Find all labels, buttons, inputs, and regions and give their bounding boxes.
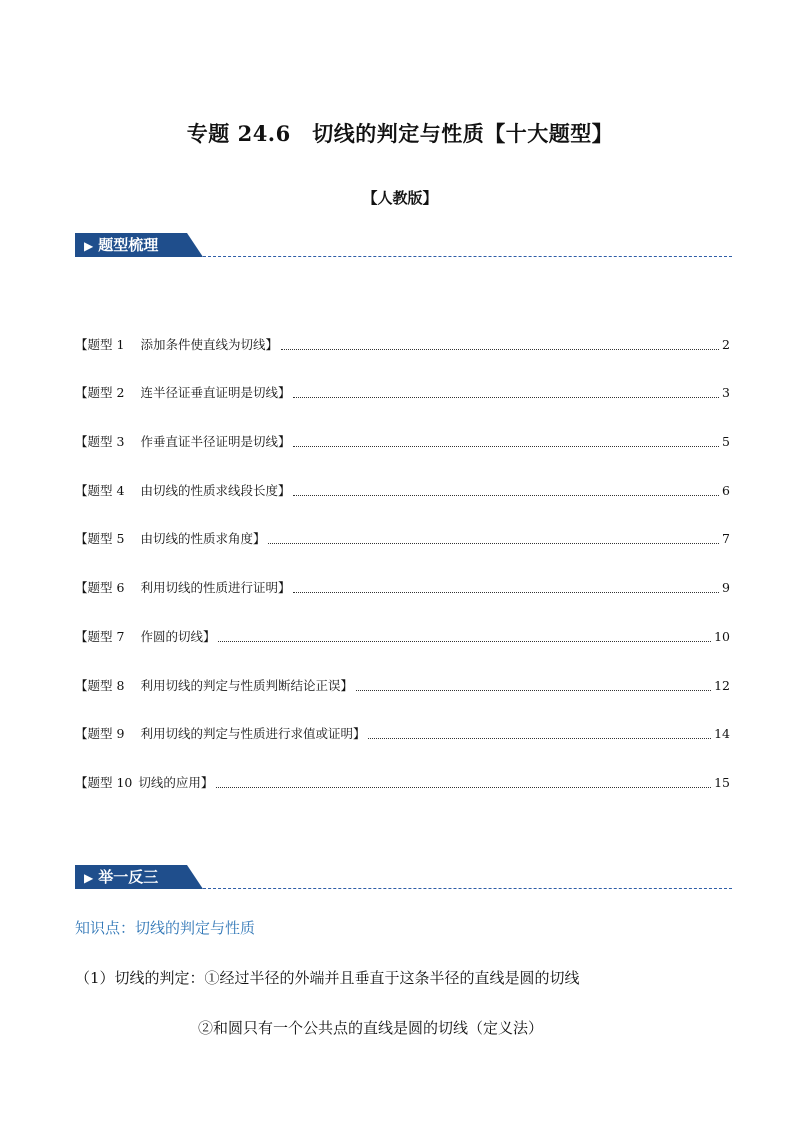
toc-entry-number: 【题型 4 [75, 483, 125, 498]
toc-entry-page: 10 [714, 629, 730, 644]
toc-entry-page: 15 [714, 775, 730, 790]
knowledge-line-2: ②和圆只有一个公共点的直线是圆的切线（定义法） [198, 1019, 544, 1037]
toc-leader-dots [293, 397, 719, 398]
toc-entry-page: 3 [722, 385, 730, 400]
toc-entry-number: 【题型 10 [75, 775, 133, 790]
toc-leader-dots [293, 446, 719, 447]
section-banner-topic-overview [75, 233, 732, 259]
play-triangle-icon: ▶ [84, 871, 94, 885]
toc-entry[interactable] [75, 772, 730, 792]
toc-leader-dots [281, 349, 719, 350]
toc-entry[interactable] [75, 528, 730, 548]
toc-entry[interactable] [75, 431, 730, 451]
toc-entry-page: 12 [714, 678, 730, 693]
toc-leader-dots [356, 690, 711, 691]
toc-entry[interactable] [75, 626, 730, 646]
banner-label: 题型梳理 [98, 236, 159, 254]
toc-entry-number: 【题型 6 [75, 580, 125, 595]
toc-leader-dots [218, 641, 711, 642]
toc-entry[interactable] [75, 480, 730, 500]
toc-entry-text: 添加条件使直线为切线】 [140, 337, 278, 352]
dashed-rule [203, 888, 732, 889]
edition-label: 【人教版】 [362, 189, 438, 207]
banner-tab [75, 865, 203, 889]
toc-entry[interactable] [75, 334, 730, 354]
toc-entry-page: 9 [722, 580, 730, 595]
toc-entry-number: 【题型 5 [75, 531, 125, 546]
toc-leader-dots [368, 738, 711, 739]
toc-entry-number: 【题型 3 [75, 434, 125, 449]
knowledge-point-title: 知识点：切线的判定与性质 [75, 919, 256, 937]
toc-entry-number: 【题型 8 [75, 678, 125, 693]
toc-entry-page: 2 [722, 337, 730, 352]
toc-entry-page: 6 [722, 483, 730, 498]
toc-entry-page: 5 [722, 434, 730, 449]
toc-entry-text: 连半径证垂直证明是切线】 [140, 385, 291, 400]
dashed-rule [203, 256, 732, 257]
section-banner-examples [75, 865, 732, 891]
toc-leader-dots [268, 543, 719, 544]
toc-entry-number: 【题型 1 [75, 337, 125, 352]
toc-entry-page: 14 [714, 726, 730, 741]
toc-entry[interactable] [75, 723, 730, 743]
toc-entry[interactable] [75, 382, 730, 402]
toc-entry[interactable] [75, 577, 730, 597]
toc-entry-text: 由切线的性质求线段长度】 [140, 483, 291, 498]
toc-leader-dots [293, 592, 719, 593]
toc-entry-number: 【题型 9 [75, 726, 125, 741]
toc-entry-text: 作圆的切线】 [140, 629, 216, 644]
toc-leader-dots [293, 495, 719, 496]
toc-entry-number: 【题型 7 [75, 629, 125, 644]
toc-entry-number: 【题型 2 [75, 385, 125, 400]
page-title: 专题 24.6 切线的判定与性质【十大题型】 [186, 121, 614, 146]
play-triangle-icon: ▶ [84, 239, 94, 253]
toc-entry-text: 利用切线的判定与性质判断结论正误】 [140, 678, 353, 693]
toc-entry-text: 切线的应用】 [138, 775, 214, 790]
banner-label: 举一反三 [98, 868, 159, 886]
toc-entry-text: 利用切线的判定与性质进行求值或证明】 [140, 726, 366, 741]
banner-tab [75, 233, 203, 257]
toc-entry-text: 由切线的性质求角度】 [140, 531, 266, 546]
toc-entry-text: 利用切线的性质进行证明】 [140, 580, 291, 595]
knowledge-line-1: （1）切线的判定：①经过半径的外端并且垂直于这条半径的直线是圆的切线 [75, 969, 580, 987]
toc-entry-text: 作垂直证半径证明是切线】 [140, 434, 291, 449]
toc-entry[interactable] [75, 675, 730, 695]
toc-leader-dots [216, 787, 711, 788]
toc-entry-page: 7 [722, 531, 730, 546]
